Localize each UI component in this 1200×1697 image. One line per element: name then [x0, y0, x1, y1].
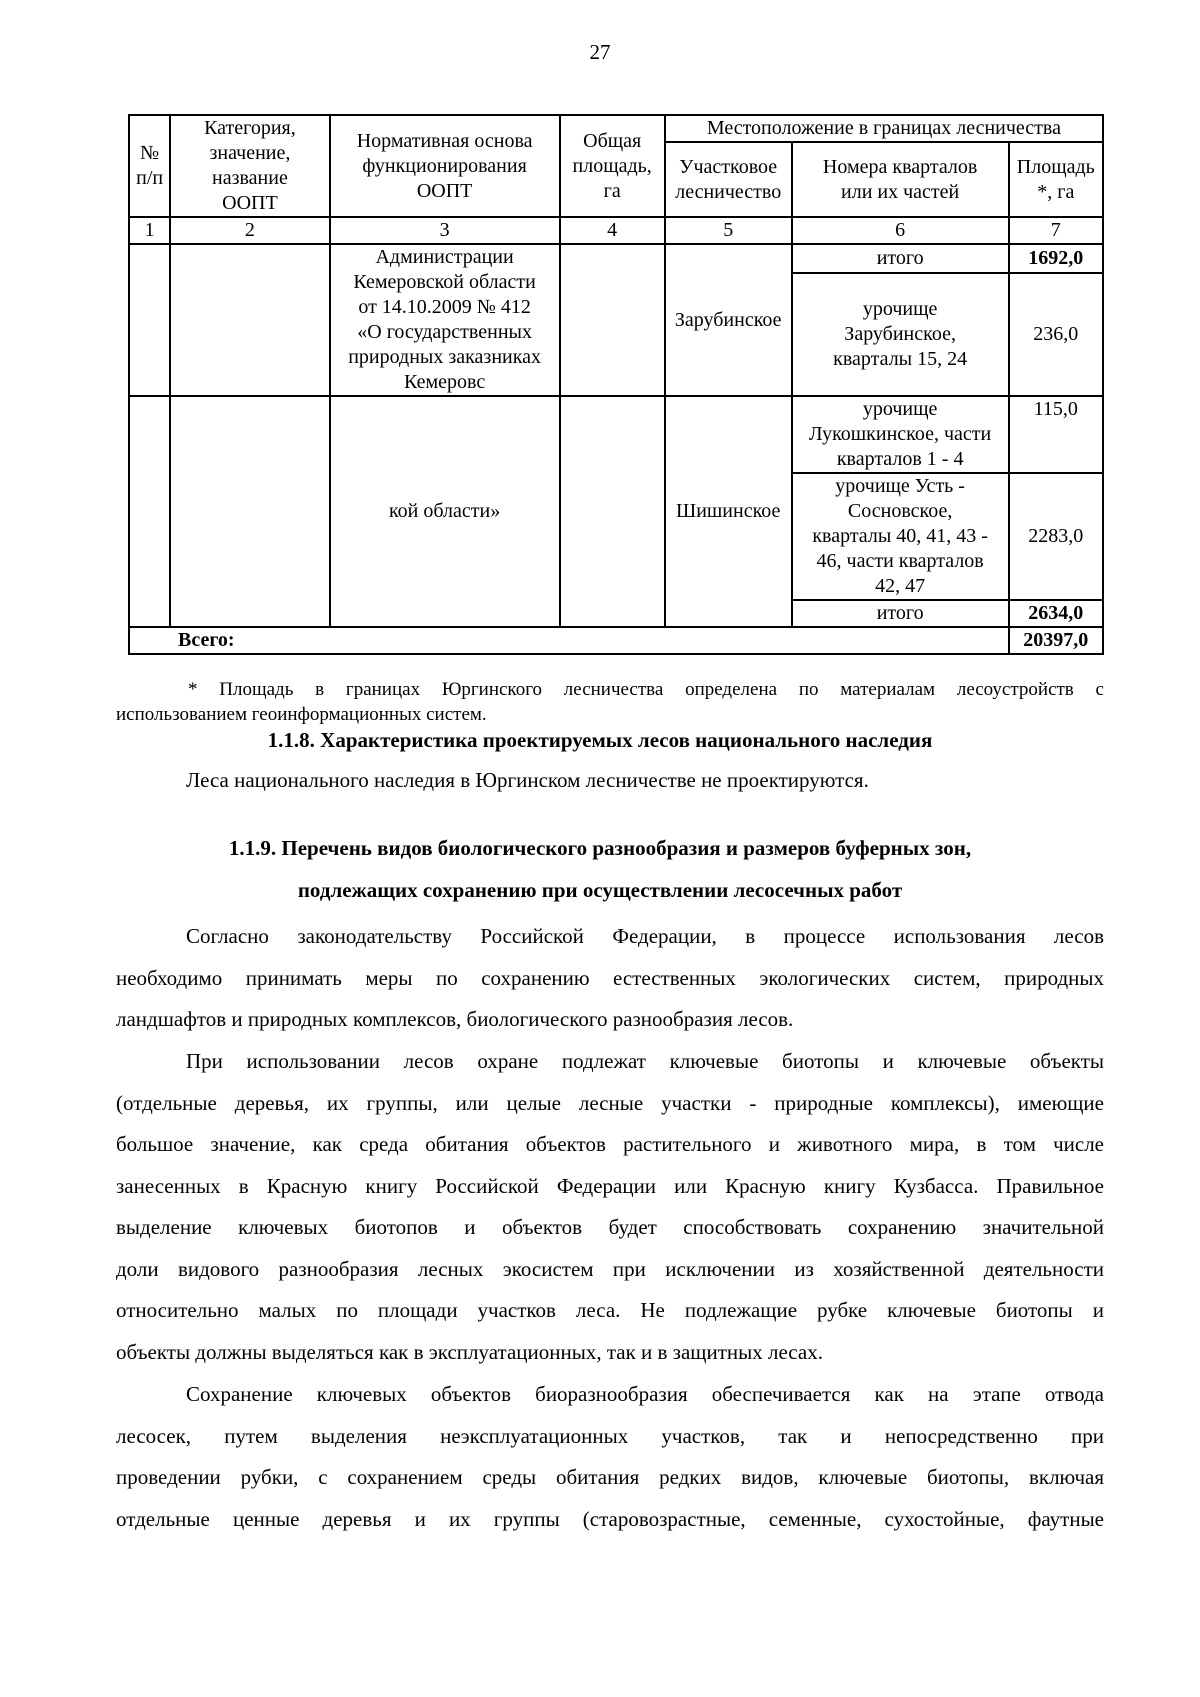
- header-loc-area: [1009, 142, 1103, 217]
- cell-line: Категория,: [204, 117, 296, 139]
- section-118-text: Леса национального наследия в Юргинском лесничестве не проектируются.: [186, 768, 869, 792]
- section-119-heading-line-1: 1.1.9. Перечень видов биологического разнообразия и размеров буферных зон,: [228, 836, 972, 860]
- loc-area-cell: 115,0: [1009, 396, 1103, 473]
- cell-line: Площадь: [1016, 155, 1095, 178]
- cell-line: 46, части кварталов: [816, 550, 984, 572]
- cell-line: название: [212, 167, 288, 189]
- loc-area-cell: 2283,0: [1009, 473, 1103, 600]
- col-number: 4: [560, 217, 665, 244]
- cell-line: Номера кварталов: [822, 155, 978, 178]
- oopt-table: [128, 114, 1104, 655]
- district-cell: Зарубинское: [665, 244, 792, 396]
- header-num: [129, 115, 170, 217]
- paragraph-line: ландшафтов и природных комплексов, биологического разнообразия лесов.: [116, 1007, 794, 1031]
- cell-line: Общая: [583, 129, 642, 152]
- quarters-cell: [792, 473, 1009, 600]
- header-category: [170, 115, 329, 217]
- paragraph-line: необходимо принимать меры по сохранению естественных экологических систем, природных: [116, 965, 1104, 990]
- basis-cell-1: [330, 244, 560, 396]
- cell-line: Лукошкинское, части: [809, 423, 992, 445]
- table-row: [129, 396, 1103, 473]
- cell-line: №: [140, 142, 160, 164]
- cell-line: Зарубинское,: [844, 322, 956, 345]
- footnote: [116, 677, 1104, 727]
- num-cell: [129, 396, 170, 627]
- col-number: 1: [129, 217, 170, 244]
- cell-line: кварталы 15, 24: [833, 347, 968, 370]
- cell-line: ООПТ: [416, 179, 473, 202]
- header-basis: [330, 115, 560, 217]
- cell-line: Кемеровской области: [353, 271, 536, 293]
- paragraph-3: [116, 1374, 1104, 1540]
- col-number: 2: [170, 217, 329, 244]
- cell-line: или их частей: [841, 180, 960, 203]
- cell-line: Администрации: [375, 246, 514, 268]
- cell-line: п/п: [136, 167, 164, 189]
- quarters-cell: [792, 396, 1009, 473]
- footnote-line: * Площадь в границах Юргинского лесничества определена по материалам лесоустройств с: [188, 679, 1104, 700]
- cell-line: лесничество: [675, 180, 782, 203]
- num-cell: [129, 244, 170, 396]
- cell-line: функционирования: [362, 154, 527, 177]
- cell-line: значение,: [209, 142, 291, 164]
- paragraph-line: объекты должны выделяться как в эксплуатационных, так и в защитных лесах.: [116, 1339, 823, 1364]
- cell-line: «О государственных: [357, 321, 532, 343]
- cell-line: урочище: [862, 297, 938, 320]
- paragraph-line: большое значение, как среда обитания объектов растительного и животного мира, в том числе: [116, 1132, 1104, 1156]
- section-118-heading: 1.1.8. Характеристика проектируемых лесов национального наследия: [267, 728, 933, 752]
- paragraph-1: [116, 916, 1104, 1041]
- cell-line: Нормативная основа: [356, 129, 533, 152]
- basis-cell-2: кой области»: [330, 396, 560, 627]
- itogo-label: итого: [792, 244, 1009, 273]
- cell-line: *, га: [1037, 180, 1075, 203]
- paragraph-2: [116, 1041, 1104, 1373]
- loc-area-cell: 236,0: [1009, 273, 1103, 397]
- cell-line: ООПТ: [222, 192, 278, 214]
- paragraph-line: доли видового разнообразия лесных экосистем при исключении из хозяйственной деятельности: [116, 1256, 1104, 1281]
- area-cell: [560, 244, 665, 396]
- paragraph-line: Согласно законодательству Российской Федерации, в процессе использования лесов: [186, 924, 1104, 948]
- col-number: 5: [665, 217, 792, 244]
- cell-line: га: [603, 179, 621, 202]
- cell-line: природных заказниках: [348, 346, 542, 368]
- paragraph-line: лесосек, путем выделения неэксплуатационных участков, так и непосредственно при: [116, 1423, 1104, 1448]
- paragraph-line: относительно малых по площади участков леса. Не подлежащие рубке ключевые биотопы и: [116, 1298, 1104, 1322]
- column-numbers-row: [129, 217, 1103, 244]
- paragraph-line: При использовании лесов охране подлежат ключевые биотопы и ключевые объекты: [186, 1049, 1104, 1073]
- table-row: [129, 244, 1103, 273]
- section-119-heading-line-2: подлежащих сохранению при осуществлении лесосечных работ: [297, 878, 903, 902]
- page-number: 27: [589, 40, 611, 64]
- cell-line: кварталов 1 - 4: [836, 448, 964, 470]
- cell-line: Участковое: [679, 155, 778, 178]
- cell-line: урочище Усть -: [835, 475, 965, 497]
- cell-line: 42, 47: [875, 575, 926, 597]
- cell-line: Кемеровс: [404, 371, 486, 393]
- paragraph-line: (отдельные деревья, их группы, или целые лесные участки - природные комплексы), имеющие: [116, 1090, 1104, 1115]
- itogo-value: 2634,0: [1009, 600, 1103, 627]
- col-number: 6: [792, 217, 1009, 244]
- category-cell: [170, 244, 329, 396]
- paragraph-line: выделение ключевых биотопов и объектов будет способствовать сохранению значительной: [116, 1215, 1104, 1239]
- total-row: [129, 627, 1103, 654]
- paragraph-line: занесенных в Красную книгу Российской Федерации или Красную книгу Кузбасса. Правильное: [116, 1173, 1104, 1198]
- cell-line: от 14.10.2009 № 412: [358, 296, 531, 318]
- col-number: 3: [330, 217, 560, 244]
- paragraph-line: отдельные ценные деревья и их группы (старовозрастные, семенные, сухостойные, фаутные: [116, 1506, 1104, 1531]
- paragraph-line: Сохранение ключевых объектов биоразнообразия обеспечивается как на этапе отвода: [186, 1382, 1104, 1406]
- paragraph-line: проведении рубки, с сохранением среды обитания редких видов, ключевые биотопы, включая: [116, 1465, 1104, 1489]
- footnote-line: использованием геоинформационных систем.: [116, 704, 487, 725]
- header-location: Местоположение в границах лесничества: [665, 115, 1103, 142]
- district-cell: Шишинское: [665, 396, 792, 627]
- quarters-cell: [792, 273, 1009, 397]
- header-quarters: [792, 142, 1009, 217]
- area-cell: [560, 396, 665, 627]
- cell-line: кварталы 40, 41, 43 -: [812, 525, 988, 547]
- itogo-value: 1692,0: [1009, 244, 1103, 273]
- header-district: [665, 142, 792, 217]
- total-label: Всего:: [129, 627, 1009, 654]
- itogo-label: итого: [792, 600, 1009, 627]
- cell-line: Сосновское,: [847, 500, 953, 522]
- cell-line: площадь,: [572, 154, 652, 177]
- col-number: 7: [1009, 217, 1103, 244]
- category-cell: [170, 396, 329, 627]
- total-value: 20397,0: [1009, 627, 1103, 654]
- header-area: [560, 115, 665, 217]
- cell-line: урочище: [862, 398, 938, 420]
